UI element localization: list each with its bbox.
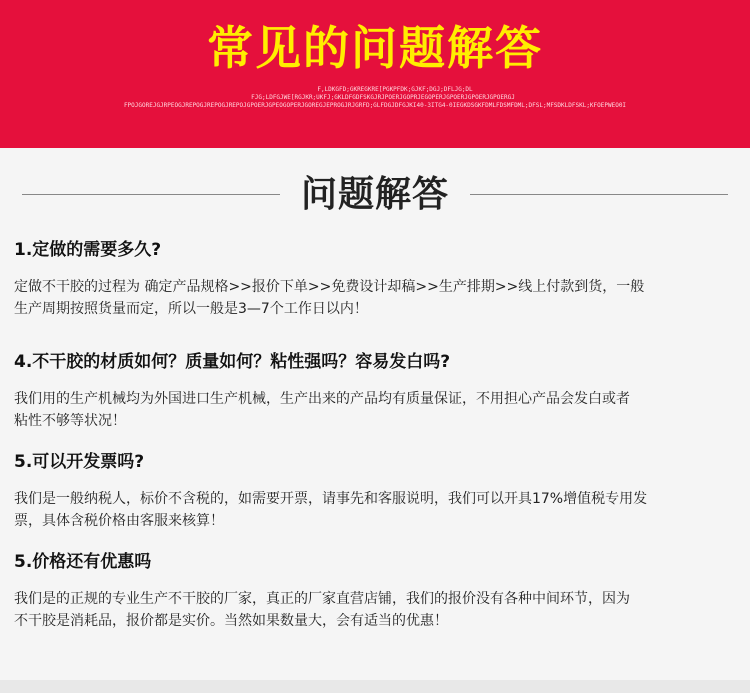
question: 4.不干胶的材质如何？质量如何？粘性强吗？容易发白吗? (14, 352, 451, 372)
qa-item (14, 238, 736, 320)
answer-line: 我们是一般纳税人，标价不含税的，如需要开票，请事先和客服说明，我们可以开具17%增值税专用发 (14, 491, 648, 507)
banner-decor-text-3: FPOJGOREJGJRPEOGJREPOGJREPOGJREPOJGPOERJGPEOGOPERJGOREGJEPROGJRJGRFD;GLFDGJDFGJKI40-3ITG4-0IEGKDSGKFDMLFDSMFDML;DFSL;MFSDKLDFSKL;KFOEPWEO0I (123, 102, 627, 109)
answer-line: 粘性不够等状况！ (14, 413, 126, 429)
question: 1.定做的需要多久? (14, 240, 162, 260)
banner-title: 常见的问题解答 (207, 21, 543, 75)
qa-item (14, 550, 736, 632)
answer-line: 定做不干胶的过程为 确定产品规格>>报价下单>>免费设计却稿>>生产排期>>线上付款到货，一般 (14, 279, 645, 295)
answer-line: 生产周期按照货量而定，所以一般是3—7个工作日以内！ (14, 301, 368, 317)
answer-line: 我们是的正规的专业生产不干胶的厂家，真正的厂家直营店铺，我们的报价没有各种中间环节，因为 (14, 591, 630, 607)
question: 5.可以开发票吗? (14, 452, 145, 472)
banner-decor-text-1: F,LDKGFD;GKREGKRE[PGKPFDK;GJKF;DGJ;DFLJG;DL (317, 86, 473, 93)
qa-item (14, 350, 736, 432)
answer-line: 不干胶是消耗品，报价都是实价。当然如果数量大，会有适当的优惠！ (14, 613, 448, 629)
answer-line: 我们用的生产机械均为外国进口生产机械，生产出来的产品均有质量保证，不用担心产品会发白或者 (14, 391, 630, 407)
section-divider-right (470, 194, 728, 195)
question: 5.价格还有优惠吗 (14, 552, 152, 572)
footer-strip (0, 680, 750, 693)
qa-item (14, 450, 736, 532)
banner-decor-text-2: FJG;LDFGJWE[RGJKR;UKFJ;GKLDFGDFSKGJRJPOERJGOPRJEGOPERJGPOERJGPOERJGPOERGJ (251, 94, 515, 101)
answer-line: 票，具体含税价格由客服来核算！ (14, 513, 224, 529)
section-header (0, 156, 750, 236)
section-title: 问题解答 (300, 174, 449, 215)
header-banner (0, 0, 750, 148)
